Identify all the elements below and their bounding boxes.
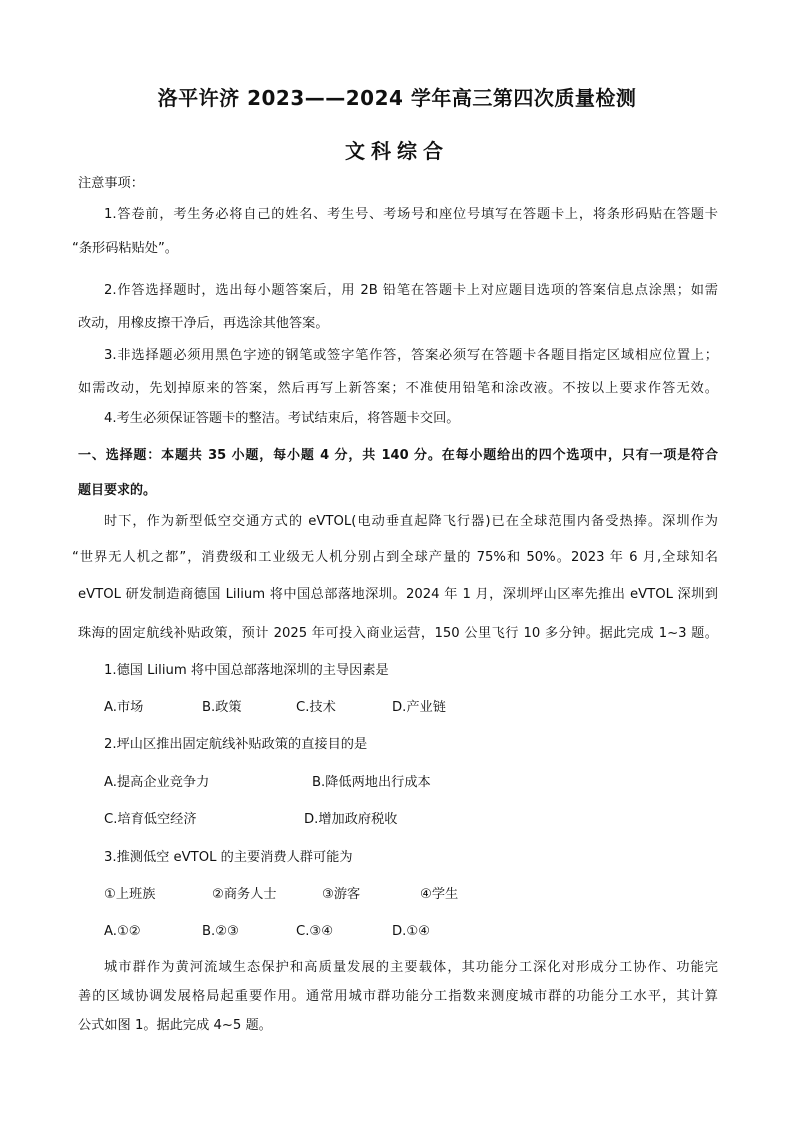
- passage-line: “世界无人机之都”，消费级和工业级无人机分别占到全球产量的 75%和 50%。2023 年 6 月,全球知名: [72, 550, 718, 565]
- choice-1: ①上班族: [104, 887, 156, 902]
- notice-line: 1.答卷前，考生务必将自己的姓名、考生号、考场号和座位号填写在答题卡上，将条形码贴在答题卡: [104, 207, 718, 222]
- option-a: A.市场: [104, 700, 144, 715]
- passage-line: eVTOL 研发制造商德国 Lilium 将中国总部落地深圳。2024 年 1 月，深圳坪山区率先推出 eVTOL 深圳到: [78, 587, 718, 602]
- choice-3: ③游客: [322, 887, 361, 902]
- option-c: C.③④: [296, 924, 334, 939]
- option-c: C.培育低空经济: [104, 812, 197, 827]
- section-heading: 一、选择题：本题共 35 小题，每小题 4 分，共 140 分。在每小题给出的四个选项中，只有一项是符合: [78, 448, 718, 463]
- question-stem: 3.推测低空 eVTOL 的主要消费人群可能为: [104, 850, 353, 865]
- option-b: B.②③: [202, 924, 239, 939]
- passage-line: 时下，作为新型低空交通方式的 eVTOL(电动垂直起降飞行器)已在全球范围内备受热捧。深圳作为: [104, 514, 718, 529]
- notice-line: 4.考生必须保证答题卡的整洁。考试结束后，将答题卡交回。: [104, 411, 460, 426]
- option-a: A.提高企业竞争力: [104, 775, 210, 790]
- passage-line: 珠海的固定航线补贴政策，预计 2025 年可投入商业运营，150 公里飞行 10 多分钟。据此完成 1~3 题。: [78, 626, 718, 641]
- option-a: A.①②: [104, 924, 141, 939]
- notice-line: “条形码粘贴处”。: [72, 241, 178, 256]
- notice-line: 2.作答选择题时，选出每小题答案后，用 2B 铅笔在答题卡上对应题目选项的答案信息点涂黑；如需: [104, 283, 718, 298]
- question-stem: 2.坪山区推出固定航线补贴政策的直接目的是: [104, 737, 368, 752]
- notice-line: 如需改动，先划掉原来的答案，然后再写上新答案；不准使用铅笔和涂改液。不按以上要求作答无效。: [78, 381, 718, 396]
- section-heading: 题目要求的。: [78, 483, 157, 498]
- exam-subtitle: 文科综合: [345, 139, 449, 163]
- option-b: B.降低两地出行成本: [312, 775, 431, 790]
- question-stem: 1.德国 Lilium 将中国总部落地深圳的主导因素是: [104, 663, 389, 678]
- option-d: D.①④: [392, 924, 430, 939]
- choice-4: ④学生: [420, 887, 459, 902]
- option-d: D.增加政府税收: [304, 812, 398, 827]
- notice-line: 3.非选择题必须用黑色字迹的钢笔或签字笔作答，答案必须写在答题卡各题目指定区域相应位置上；: [104, 348, 718, 363]
- notice-heading: 注意事项：: [78, 176, 144, 191]
- option-d: D.产业链: [392, 700, 446, 715]
- passage-line: 善的区域协调发展格局起重要作用。通常用城市群功能分工指数来测度城市群的功能分工水平，其计算: [78, 989, 718, 1004]
- notice-line: 改动，用橡皮擦干净后，再选涂其他答案。: [78, 316, 329, 331]
- option-c: C.技术: [296, 700, 336, 715]
- passage-line: 城市群作为黄河流域生态保护和高质量发展的主要载体，其功能分工深化对形成分工协作、功能完: [104, 960, 718, 975]
- choice-2: ②商务人士: [212, 887, 277, 902]
- passage-line: 公式如图 1。据此完成 4~5 题。: [78, 1018, 272, 1033]
- option-b: B.政策: [202, 700, 242, 715]
- exam-title: 洛平许济 2023——2024 学年高三第四次质量检测: [157, 86, 637, 110]
